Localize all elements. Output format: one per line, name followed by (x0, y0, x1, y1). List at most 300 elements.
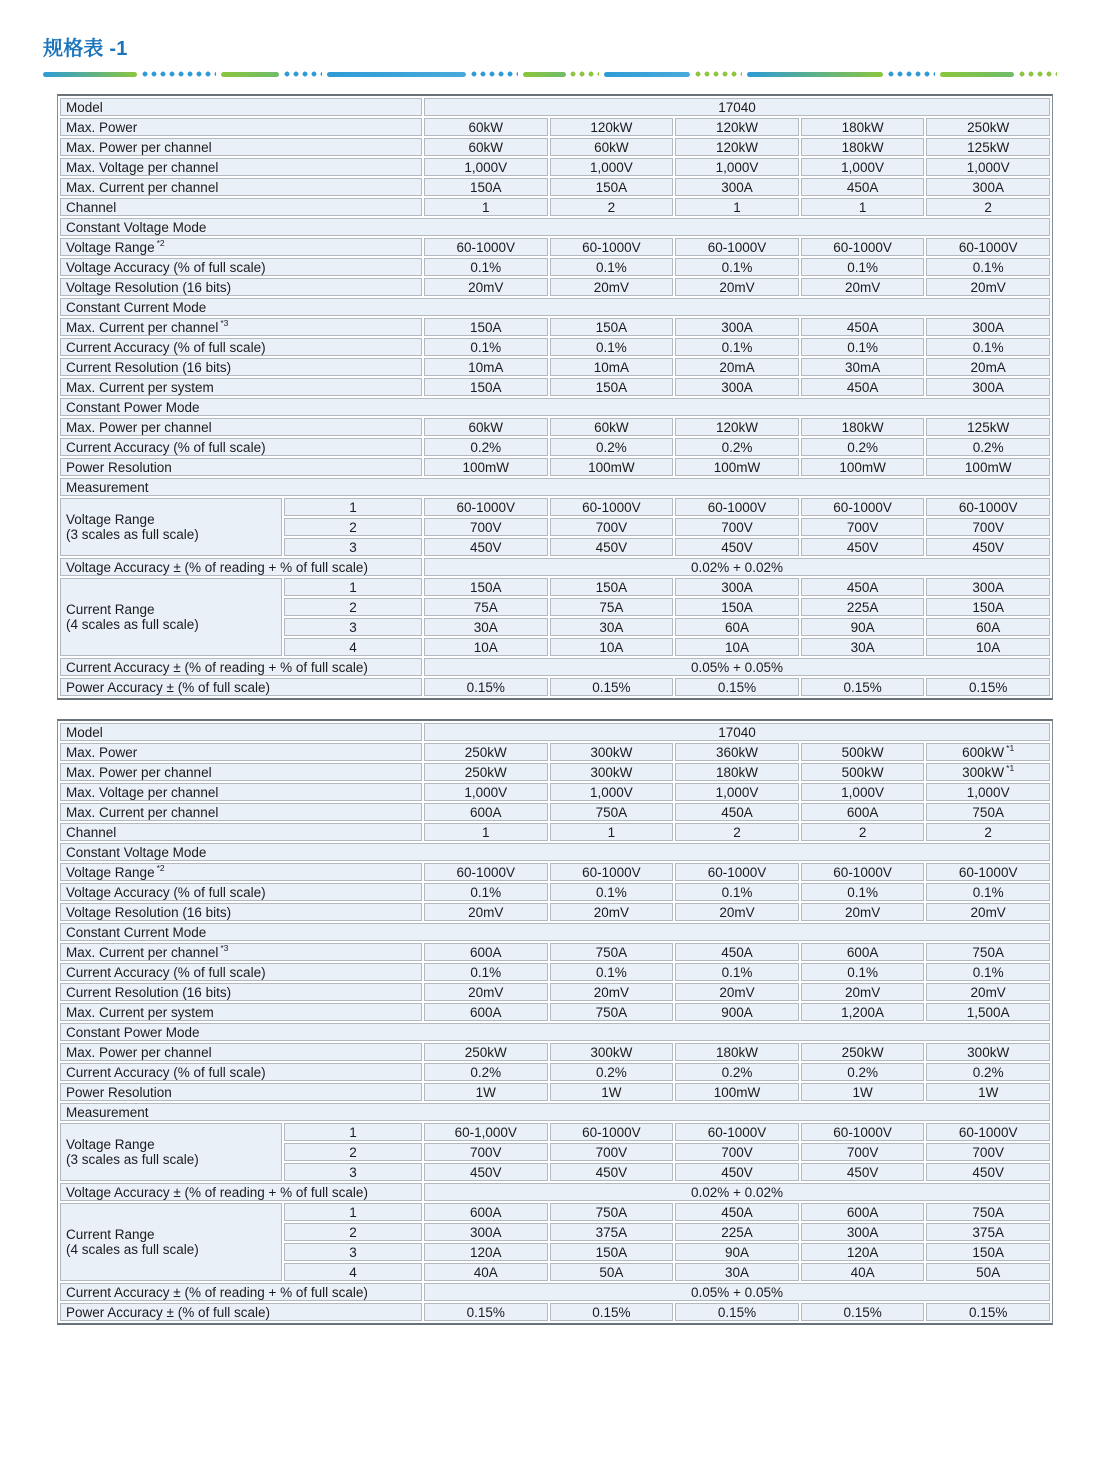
cell-value: 1 (675, 198, 799, 216)
row-label: Current Accuracy (% of full scale) (60, 963, 422, 981)
cell-value: 300A (675, 318, 799, 336)
section-header: Constant Current Mode (60, 298, 1050, 316)
cell-value: 300A (926, 318, 1050, 336)
cell-value: 450V (675, 1163, 799, 1181)
row-sub-index: 3 (284, 1243, 422, 1261)
cell-value: 500kW (801, 743, 925, 761)
cell-value: 100mW (675, 458, 799, 476)
cell-value: 750A (550, 943, 674, 961)
divider-dots (1019, 71, 1057, 77)
divider-bar (43, 72, 137, 77)
cell-value: 750A (550, 1003, 674, 1021)
cell-value: 1,200A (801, 1003, 925, 1021)
cell-value: 75A (424, 598, 548, 616)
cell-value: 60-1000V (675, 1123, 799, 1141)
table-row (60, 863, 1050, 881)
cell-value: 0.1% (926, 338, 1050, 356)
cell-value: 0.15% (550, 678, 674, 696)
cell-value: 100mW (926, 458, 1050, 476)
cell-value: 300A (926, 378, 1050, 396)
row-sub-index: 4 (284, 1263, 422, 1281)
divider-bar (747, 72, 883, 77)
cell-value: 1 (424, 823, 548, 841)
cell-value: 0.2% (801, 438, 925, 456)
cell-value: 20mA (675, 358, 799, 376)
row-sub-index: 4 (284, 638, 422, 656)
cell-value: 150A (926, 1243, 1050, 1261)
cell-value: 700V (926, 1143, 1050, 1161)
cell-value: 60-1000V (550, 238, 674, 256)
row-label: Max. Voltage per channel (60, 783, 422, 801)
cell-value: 60-1000V (801, 238, 925, 256)
cell-value: 300kW $^{*1}$ (926, 763, 1050, 781)
cell-value: 120kW (550, 118, 674, 136)
decorative-divider (43, 70, 1057, 78)
cell-value: 0.1% (550, 963, 674, 981)
row-label: Voltage Accuracy (% of full scale) (60, 883, 422, 901)
row-label: Max. Power per channel (60, 1043, 422, 1061)
cell-value: 500kW (801, 763, 925, 781)
cell-value: 250kW (801, 1043, 925, 1061)
cell-value: 700V (801, 518, 925, 536)
table-row (60, 478, 1050, 496)
table-row (60, 823, 1050, 841)
cell-value: 50A (926, 1263, 1050, 1281)
cell-value: 125kW (926, 138, 1050, 156)
cell-value: 180kW (801, 138, 925, 156)
table-row (60, 318, 1050, 336)
cell-value: 0.1% (801, 963, 925, 981)
cell-value: 60A (926, 618, 1050, 636)
cell-value: 600A (424, 1003, 548, 1021)
cell-value: 20mV (926, 983, 1050, 1001)
cell-value: 120kW (675, 118, 799, 136)
row-sub-index: 1 (284, 498, 422, 516)
cell-value: 1W (926, 1083, 1050, 1101)
row-label: Max. Current per channel (60, 178, 422, 196)
cell-value: 10mA (550, 358, 674, 376)
divider-bar (523, 72, 566, 77)
cell-value: 450A (675, 803, 799, 821)
cell-value: 700V (424, 518, 548, 536)
cell-value: 60kW (550, 138, 674, 156)
cell-value: 450A (801, 578, 925, 596)
row-label: Voltage Accuracy ± (% of reading + % of full scale) (60, 558, 422, 576)
table-row (60, 883, 1050, 901)
row-label: Current Accuracy (% of full scale) (60, 1063, 422, 1081)
cell-value: 1 (801, 198, 925, 216)
cell-value: 600kW $^{*1}$ (926, 743, 1050, 761)
row-label: Current Accuracy (% of full scale) (60, 338, 422, 356)
cell-value: 700V (675, 1143, 799, 1161)
cell-value: 150A (424, 318, 548, 336)
table-row (60, 943, 1050, 961)
cell-value: 20mV (801, 903, 925, 921)
row-span-value: 0.02% + 0.02% (424, 1183, 1050, 1201)
cell-value: 0.1% (675, 258, 799, 276)
cell-value: 60A (675, 618, 799, 636)
cell-value: 0.1% (550, 338, 674, 356)
cell-value: 450A (801, 378, 925, 396)
cell-value: 30A (801, 638, 925, 656)
cell-value: 60kW (424, 138, 548, 156)
cell-value: 300A (926, 578, 1050, 596)
cell-value: 0.1% (801, 883, 925, 901)
cell-value: 60-1000V (926, 498, 1050, 516)
cell-value: 750A (550, 1203, 674, 1221)
cell-value: 100mW (550, 458, 674, 476)
cell-value: 450A (675, 1203, 799, 1221)
cell-value: 75A (550, 598, 674, 616)
row-label: Max. Current per channel $^{*3}$ (60, 943, 422, 961)
cell-value: 2 (550, 198, 674, 216)
cell-value: 300kW (926, 1043, 1050, 1061)
cell-value: 100mW (801, 458, 925, 476)
cell-value: 60-1000V (550, 498, 674, 516)
cell-value: 700V (550, 518, 674, 536)
cell-value: 1,000V (801, 158, 925, 176)
cell-value: 300A (424, 1223, 548, 1241)
table-row (60, 1043, 1050, 1061)
cell-value: 20mV (675, 278, 799, 296)
cell-value: 450A (801, 318, 925, 336)
table-row (60, 803, 1050, 821)
cell-value: 100mW (675, 1083, 799, 1101)
cell-value: 40A (424, 1263, 548, 1281)
table-row (60, 558, 1050, 576)
section-header: Measurement (60, 478, 1050, 496)
cell-value: 30mA (801, 358, 925, 376)
cell-value: 250kW (424, 1043, 548, 1061)
cell-value: 0.15% (675, 1303, 799, 1321)
cell-value: 0.15% (926, 678, 1050, 696)
cell-value: 10A (675, 638, 799, 656)
cell-value: 0.2% (926, 1063, 1050, 1081)
divider-dots (695, 71, 742, 77)
divider-dots (284, 71, 322, 77)
table-row (60, 258, 1050, 276)
cell-value: 60-1000V (424, 498, 548, 516)
cell-value: 0.2% (801, 1063, 925, 1081)
row-sub-index: 2 (284, 1223, 422, 1241)
row-label: Voltage Resolution (16 bits) (60, 278, 422, 296)
cell-value: 1,000V (675, 783, 799, 801)
cell-value: 1,000V (550, 158, 674, 176)
cell-value: 1 (550, 823, 674, 841)
cell-value: 150A (550, 578, 674, 596)
cell-value: 120kW (675, 138, 799, 156)
cell-value: 150A (424, 578, 548, 596)
cell-value: 20mV (550, 983, 674, 1001)
row-sub-index: 3 (284, 618, 422, 636)
cell-value: 1,000V (424, 158, 548, 176)
row-label: Power Resolution (60, 1083, 422, 1101)
cell-value: 0.1% (424, 338, 548, 356)
table-row (60, 843, 1050, 861)
cell-value: 60-1000V (675, 863, 799, 881)
cell-value: 1,000V (926, 158, 1050, 176)
cell-value: 150A (550, 1243, 674, 1261)
cell-value: 0.15% (424, 678, 548, 696)
cell-value: 20mV (801, 278, 925, 296)
cell-value: 20mV (926, 903, 1050, 921)
cell-value: 0.15% (424, 1303, 548, 1321)
row-label: Max. Current per channel (60, 803, 422, 821)
table-row (60, 178, 1050, 196)
table-row (60, 118, 1050, 136)
cell-value: 120A (424, 1243, 548, 1261)
row-label: Max. Power per channel (60, 763, 422, 781)
cell-value: 0.2% (550, 1063, 674, 1081)
cell-value: 150A (675, 598, 799, 616)
table-row (60, 923, 1050, 941)
cell-value: 700V (424, 1143, 548, 1161)
page-title: 规格表 -1 (43, 38, 128, 60)
row-label: Current Accuracy ± (% of reading + % of full scale) (60, 1283, 422, 1301)
cell-value: 0.1% (675, 963, 799, 981)
row-sub-index: 3 (284, 1163, 422, 1181)
cell-value: 10A (550, 638, 674, 656)
table-row (60, 418, 1050, 436)
cell-value: 750A (550, 803, 674, 821)
cell-value: 300A (801, 1223, 925, 1241)
table-row (60, 338, 1050, 356)
table-row (60, 963, 1050, 981)
cell-value: 450V (424, 1163, 548, 1181)
cell-value: 150A (550, 378, 674, 396)
table-row (60, 358, 1050, 376)
row-label: Voltage Accuracy (% of full scale) (60, 258, 422, 276)
cell-value: 60-1000V (675, 238, 799, 256)
cell-value: 150A (424, 378, 548, 396)
cell-value: 0.15% (801, 678, 925, 696)
cell-value: 300kW (550, 743, 674, 761)
table-row (60, 498, 1050, 516)
cell-value: 30A (675, 1263, 799, 1281)
cell-value: 0.2% (424, 438, 548, 456)
model-row-label: Model (60, 723, 422, 741)
table-row (60, 1083, 1050, 1101)
cell-value: 450V (926, 1163, 1050, 1181)
table-row (60, 903, 1050, 921)
cell-value: 60-1000V (424, 863, 548, 881)
row-label: Current Resolution (16 bits) (60, 983, 422, 1001)
cell-value: 450V (550, 538, 674, 556)
table-row (60, 743, 1050, 761)
cell-value: 300A (926, 178, 1050, 196)
cell-value: 700V (550, 1143, 674, 1161)
section-header: Constant Voltage Mode (60, 218, 1050, 236)
cell-value: 180kW (801, 418, 925, 436)
cell-value: 300A (675, 578, 799, 596)
table-row (60, 983, 1050, 1001)
cell-value: 180kW (801, 118, 925, 136)
row-group-label: Voltage Range (3 scales as full scale) (60, 498, 282, 556)
table-row (60, 678, 1050, 696)
row-label: Max. Current per system (60, 1003, 422, 1021)
cell-value: 20mV (424, 983, 548, 1001)
cell-value: 0.1% (801, 258, 925, 276)
table-row (60, 1063, 1050, 1081)
cell-value: 600A (424, 1203, 548, 1221)
cell-value: 0.1% (675, 338, 799, 356)
cell-value: 60-1,000V (424, 1123, 548, 1141)
row-sub-index: 3 (284, 538, 422, 556)
cell-value: 150A (550, 318, 674, 336)
cell-value: 2 (675, 823, 799, 841)
cell-value: 750A (926, 803, 1050, 821)
row-label: Power Accuracy ± (% of full scale) (60, 1303, 422, 1321)
cell-value: 10A (424, 638, 548, 656)
table-row (60, 278, 1050, 296)
cell-value: 20mV (675, 903, 799, 921)
cell-value: 600A (801, 943, 925, 961)
cell-value: 0.1% (424, 963, 548, 981)
cell-value: 120A (801, 1243, 925, 1261)
cell-value: 0.1% (926, 883, 1050, 901)
row-label: Max. Voltage per channel (60, 158, 422, 176)
cell-value: 0.1% (926, 963, 1050, 981)
cell-value: 700V (801, 1143, 925, 1161)
row-span-value: 0.05% + 0.05% (424, 658, 1050, 676)
table-row (60, 1023, 1050, 1041)
model-value: 17040 (424, 98, 1050, 116)
cell-value: 10A (926, 638, 1050, 656)
cell-value: 700V (926, 518, 1050, 536)
cell-value: 60-1000V (801, 1123, 925, 1141)
cell-value: 0.1% (675, 883, 799, 901)
cell-value: 600A (801, 803, 925, 821)
cell-value: 225A (801, 598, 925, 616)
spec-tables-container (57, 94, 1102, 1325)
cell-value: 2 (801, 823, 925, 841)
cell-value: 360kW (675, 743, 799, 761)
cell-value: 300kW (550, 763, 674, 781)
table-row (60, 1103, 1050, 1121)
table-row (60, 578, 1050, 596)
row-label: Current Accuracy (% of full scale) (60, 438, 422, 456)
cell-value: 1W (550, 1083, 674, 1101)
cell-value: 1,000V (801, 783, 925, 801)
cell-value: 0.1% (550, 883, 674, 901)
cell-value: 0.15% (675, 678, 799, 696)
table-row (60, 378, 1050, 396)
row-label: Max. Power per channel (60, 418, 422, 436)
cell-value: 700V (675, 518, 799, 536)
cell-value: 0.1% (424, 258, 548, 276)
row-label: Current Resolution (16 bits) (60, 358, 422, 376)
cell-value: 120kW (675, 418, 799, 436)
row-label: Max. Power (60, 118, 422, 136)
cell-value: 250kW (424, 763, 548, 781)
cell-value: 90A (801, 618, 925, 636)
cell-value: 0.1% (926, 258, 1050, 276)
table-row (60, 218, 1050, 236)
spec-table-2 (57, 719, 1053, 1325)
cell-value: 450V (801, 538, 925, 556)
divider-bar (327, 72, 466, 77)
cell-value: 1W (801, 1083, 925, 1101)
table-row (60, 158, 1050, 176)
cell-value: 0.2% (675, 438, 799, 456)
row-sub-index: 2 (284, 1143, 422, 1161)
divider-dots (142, 71, 216, 77)
row-label: Voltage Resolution (16 bits) (60, 903, 422, 921)
table-row (60, 763, 1050, 781)
cell-value: 20mA (926, 358, 1050, 376)
cell-value: 60-1000V (926, 863, 1050, 881)
spec-table-1 (57, 94, 1053, 700)
divider-bar (940, 72, 1014, 77)
row-label: Max. Power (60, 743, 422, 761)
cell-value: 150A (926, 598, 1050, 616)
cell-value: 600A (801, 1203, 925, 1221)
cell-value: 750A (926, 943, 1050, 961)
divider-bar (221, 72, 279, 77)
cell-value: 30A (550, 618, 674, 636)
section-header: Constant Power Mode (60, 398, 1050, 416)
cell-value: 450A (801, 178, 925, 196)
cell-value: 600A (424, 803, 548, 821)
cell-value: 30A (424, 618, 548, 636)
model-row-label: Model (60, 98, 422, 116)
row-sub-index: 1 (284, 1203, 422, 1221)
cell-value: 1,500A (926, 1003, 1050, 1021)
row-label: Power Resolution (60, 458, 422, 476)
cell-value: 450V (926, 538, 1050, 556)
cell-value: 250kW (926, 118, 1050, 136)
table-row (60, 398, 1050, 416)
cell-value: 90A (675, 1243, 799, 1261)
cell-value: 60-1000V (424, 238, 548, 256)
cell-value: 450V (675, 538, 799, 556)
cell-value: 1,000V (926, 783, 1050, 801)
cell-value: 150A (424, 178, 548, 196)
table-row (60, 98, 1050, 116)
cell-value: 60-1000V (801, 498, 925, 516)
cell-value: 60kW (424, 118, 548, 136)
cell-value: 180kW (675, 1043, 799, 1061)
row-group-label: Current Range (4 scales as full scale) (60, 1203, 282, 1281)
table-row (60, 198, 1050, 216)
cell-value: 60-1000V (801, 863, 925, 881)
row-label: Channel (60, 198, 422, 216)
cell-value: 50A (550, 1263, 674, 1281)
model-value: 17040 (424, 723, 1050, 741)
row-label: Voltage Range $^{*2}$ (60, 238, 422, 256)
row-span-value: 0.05% + 0.05% (424, 1283, 1050, 1301)
table-row (60, 783, 1050, 801)
cell-value: 0.15% (801, 1303, 925, 1321)
cell-value: 450A (675, 943, 799, 961)
cell-value: 40A (801, 1263, 925, 1281)
cell-value: 300kW (550, 1043, 674, 1061)
table-row (60, 1183, 1050, 1201)
cell-value: 750A (926, 1203, 1050, 1221)
row-group-label: Current Range (4 scales as full scale) (60, 578, 282, 656)
table-row (60, 723, 1050, 741)
cell-value: 300A (675, 178, 799, 196)
table-row (60, 658, 1050, 676)
row-label: Max. Power per channel (60, 138, 422, 156)
cell-value: 20mV (424, 903, 548, 921)
cell-value: 2 (926, 823, 1050, 841)
row-sub-index: 1 (284, 578, 422, 596)
divider-dots (888, 71, 935, 77)
table-row (60, 438, 1050, 456)
cell-value: 100mW (424, 458, 548, 476)
divider-bar (604, 72, 690, 77)
